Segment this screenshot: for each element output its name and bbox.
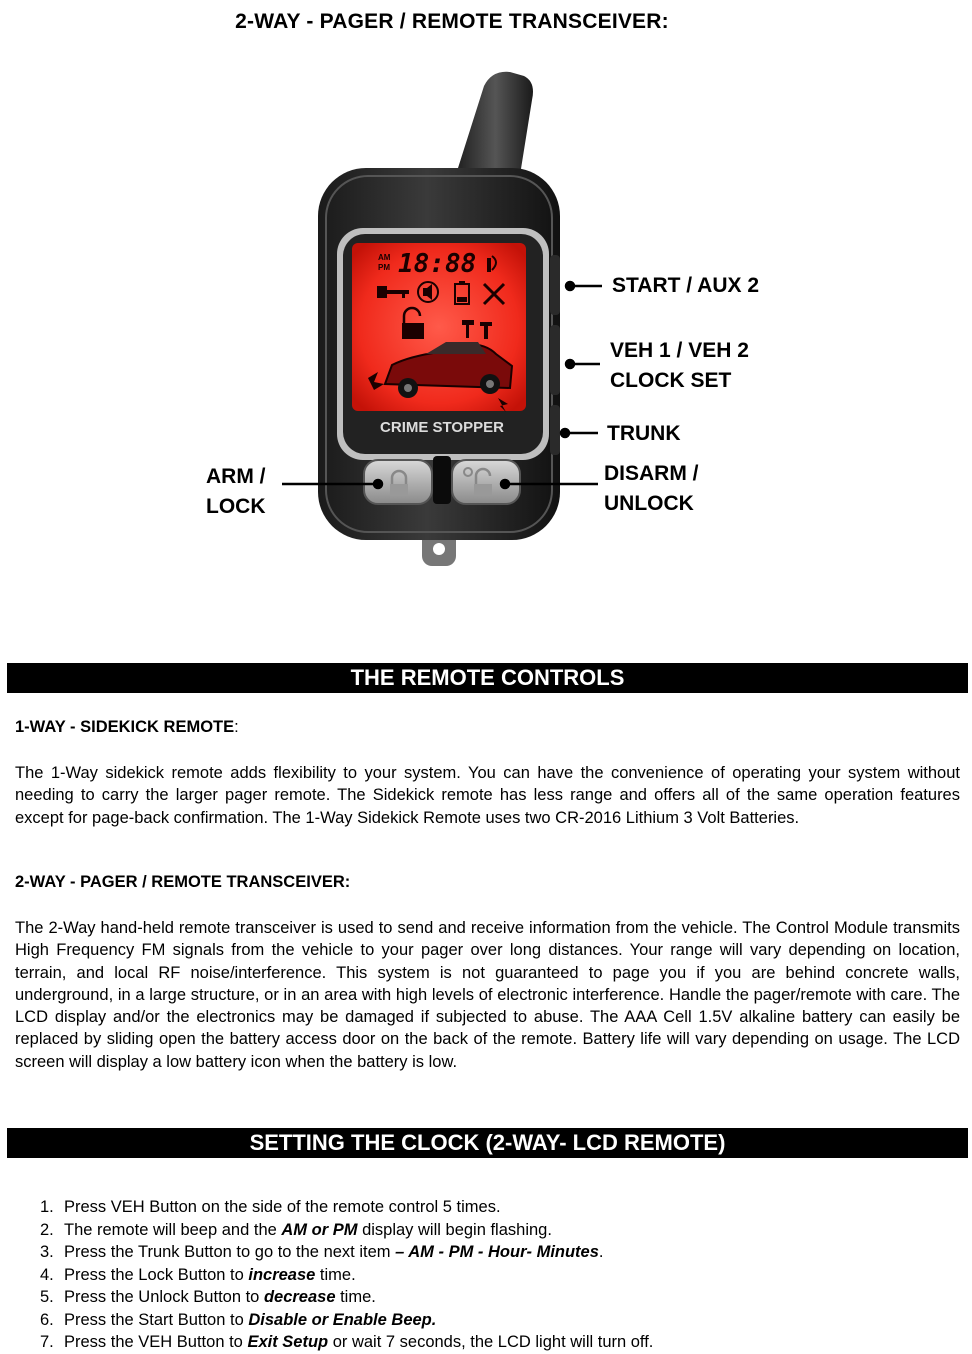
callout-trunk: TRUNK: [607, 422, 681, 445]
callout-arm: ARM /: [206, 465, 266, 488]
callout-unlock: UNLOCK: [604, 492, 694, 515]
center-slot: [433, 456, 451, 504]
remote-controls-banner: THE REMOTE CONTROLS: [7, 663, 968, 693]
clock-step: 7. Press the VEH Button to Exit Setup or wait 7 seconds, the LCD light will turn off.: [40, 1333, 654, 1351]
clock-step: 3. Press the Trunk Button to go to the next item – AM - PM - Hour- Minutes.: [40, 1243, 604, 1261]
antenna: [458, 72, 533, 175]
clock-step: 6. Press the Start Button to Disable or Enable Beep.: [40, 1310, 437, 1329]
oneway-heading: 1-WAY - SIDEKICK REMOTE:: [15, 718, 239, 736]
twoway-paragraph: The 2-Way hand-held remote transceiver is used to send and receive information from the vehicle. The Control Module transmits High Frequency FM signals from the vehicle to your pager over long distances. Your range will vary depending on location, terrain, and local RF noise/interference. This system is not guaranteed to page you if you are behind concrete walls, underground, in a large structure, or in an area with high levels of electronic interference. Handle the pager/remote with care. The LCD display and/or the electronics may be damaged if subjected to abuse. The AAA Cell 1.5V alkaline battery can easily be replaced by sliding open the battery access door on the back of the remote. Battery life will vary depending on usage. The LCD screen will display a low battery icon when the battery is low.: [15, 919, 960, 1071]
clock-steps-list: [40, 1196, 653, 1354]
side-button-start: [550, 255, 560, 315]
page-title: 2-WAY - PAGER / REMOTE TRANSCEIVER:: [235, 10, 669, 33]
remote-illustration: [0, 0, 972, 640]
twoway-heading: 2-WAY - PAGER / REMOTE TRANSCEIVER:: [15, 873, 351, 891]
side-button-veh: [550, 325, 560, 395]
lcd-time: 18:88: [398, 249, 477, 279]
brand-logo: CRIME STOPPER: [380, 419, 504, 436]
side-button-trunk: [550, 405, 560, 455]
clock-step: 4. Press the Lock Button to increase time.: [40, 1265, 356, 1284]
lcd-am: AM: [378, 253, 391, 262]
callout-clock-set: CLOCK SET: [610, 369, 732, 392]
lcd-pm: PM: [378, 263, 390, 272]
oneway-paragraph: The 1-Way sidekick remote adds flexibility to your system. You can have the convenience of operating your system without needing to carry the larger pager remote. The Sidekick remote has less range and offers all of the same operation features except for page-back confirmation. The 1-Way Sidekick Remote uses two CR-2016 Lithium 3 Volt Batteries.: [15, 764, 960, 827]
callout-disarm: DISARM /: [604, 462, 699, 485]
setting-clock-banner: SETTING THE CLOCK (2-WAY- LCD REMOTE): [7, 1128, 968, 1158]
callout-veh: VEH 1 / VEH 2: [610, 339, 749, 362]
clock-step: 1. Press VEH Button on the side of the remote control 5 times.: [40, 1198, 501, 1216]
clock-step: 5. Press the Unlock Button to decrease time.: [40, 1288, 376, 1306]
callout-start-aux2: START / AUX 2: [612, 274, 760, 297]
clock-step: 2. The remote will beep and the AM or PM display will begin flashing.: [40, 1220, 552, 1239]
callout-lock: LOCK: [206, 495, 266, 518]
